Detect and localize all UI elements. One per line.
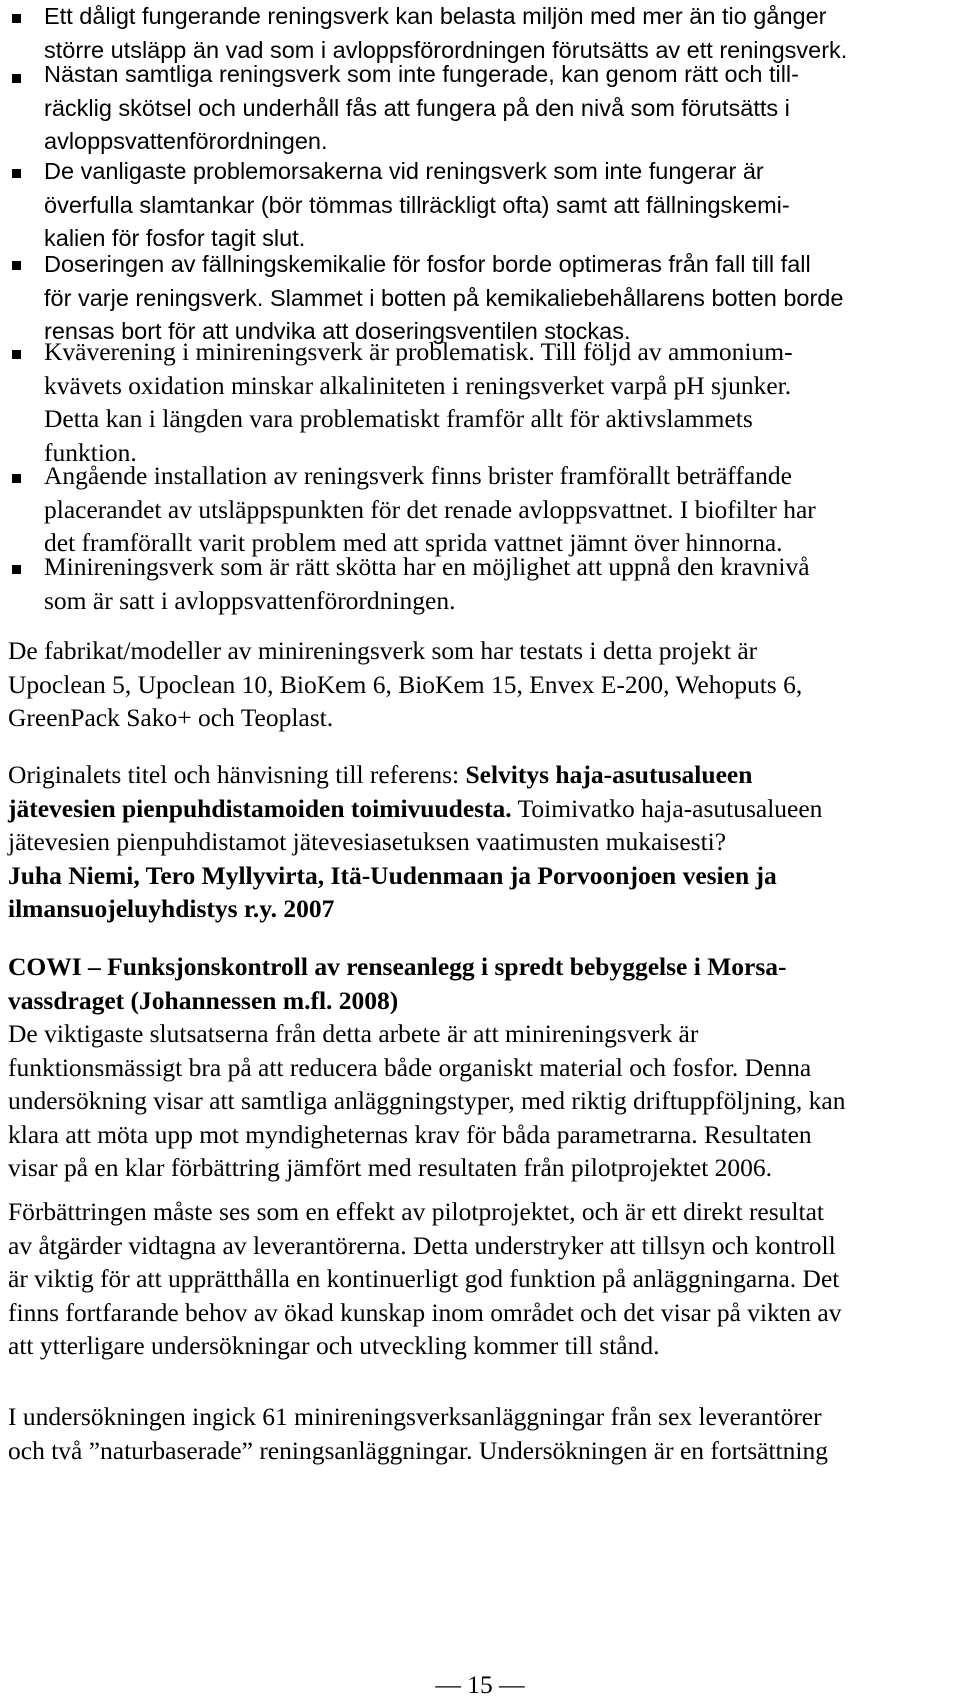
text-line: GreenPack Sako+ och Teoplast.	[8, 703, 334, 732]
text-line: för varje reningsverk. Slammet i botten på kemikaliebehållarens botten borde	[44, 284, 844, 311]
text-line: rensas bort för att undvika att doseringsventilen stockas.	[44, 318, 631, 344]
cowi-section	[8, 950, 953, 1185]
square-bullet-icon	[12, 14, 21, 23]
text-line: I undersökningen ingick 61 minireningsverksanläggningar från sex leverantörer	[8, 1402, 822, 1431]
text-line: placerandet av utsläppspunkten för det renade avloppsvattnet. I biofilter har	[44, 494, 816, 524]
text-line: Detta kan i längden vara problematiskt framför allt för aktivslammets	[44, 404, 753, 433]
reference-intro: Originalets titel och hänvisning till referens:	[8, 760, 466, 789]
text-line: Doseringen av fällningskemikalie för fosfor borde optimeras från fall till fall	[44, 251, 811, 277]
text-line: De vanligaste problemorsakerna vid reningsverk som inte fungerar är	[44, 158, 764, 184]
text-line: Minireningsverk som är rätt skötta har en möjlighet att uppnå den kravnivå	[44, 552, 810, 581]
models-paragraph	[8, 634, 953, 735]
text-line: Förbättringen måste ses som en effekt av pilotprojektet, och är ett direkt resultat	[8, 1197, 824, 1226]
text-line	[8, 859, 953, 893]
square-bullet-icon	[12, 261, 21, 270]
square-bullet-icon	[12, 565, 21, 574]
text-line: Kväverening i minireningsverk är problematisk. Till följd av ammonium-	[44, 337, 793, 366]
text-line: undersökning visar att samtliga anläggningstyper, med riktig driftuppföljning, kan	[8, 1086, 846, 1115]
text-line: kvävets oxidation minskar alkaliniteten i reningsverket varpå pH sjunker.	[44, 370, 792, 400]
text-line: är viktig för att upprätthålla en kontinuerligt god funktion på anläggningarna. Det	[8, 1264, 840, 1293]
text-line: räcklig skötsel och underhåll fås att fungera på den nivå som förutsätts i	[44, 94, 790, 121]
reference-title-part1: Selvitys haja-asutusalueen	[465, 760, 753, 789]
text-line: kalien för fosfor tagit slut.	[44, 225, 306, 251]
square-bullet-icon	[12, 350, 21, 359]
page-number: — 15 —	[435, 1670, 525, 1699]
section-heading-line: vassdraget (Johannessen m.fl. 2008)	[8, 985, 399, 1015]
reference-title-part2: jätevesien pienpuhdistamoiden toimivuudesta.	[8, 793, 512, 823]
text-line: att ytterligare undersökningar och utveckling kommer till stånd.	[8, 1331, 660, 1360]
text-line	[8, 758, 953, 792]
text-line: jätevesien pienpuhdistamot jätevesiasetuksen vaatimusten mukaisesti?	[8, 827, 727, 856]
text-line: av åtgärder vidtagna av leverantörerna. Detta understryker att tillsyn och kontroll	[8, 1230, 836, 1260]
text-line: Upoclean 5, Upoclean 10, BioKem 6, BioKem 15, Envex E-200, Wehoputs 6,	[8, 669, 803, 699]
text-line: De viktigaste slutsatserna från detta arbete är att minireningsverk är	[8, 1019, 699, 1048]
text-line: funktionsmässigt bra på att reducera både organiskt material och fosfor. Denna	[8, 1052, 812, 1082]
reference-org-year: ilmansuojeluyhdistys r.y. 2007	[8, 894, 335, 923]
text-line: finns fortfarande behov av ökad kunskap inom området och det visar på vikten av	[8, 1297, 842, 1327]
square-bullet-icon	[12, 74, 21, 83]
text-line: visar på en klar förbättring jämfört med resultaten från pilotprojektet 2006.	[8, 1153, 773, 1182]
section-heading-line: COWI – Funksjonskontroll av renseanlegg i spredt bebyggelse i Morsa-	[8, 952, 787, 981]
square-bullet-icon	[12, 474, 21, 483]
text-line	[8, 792, 953, 826]
text-line: större utsläpp än vad som i avloppsförordningen förutsätts av ett reningsverk.	[44, 36, 848, 63]
text-line: som är satt i avloppsvattenförordningen.	[44, 585, 456, 615]
text-line: Ett dåligt fungerande reningsverk kan belasta miljön med mer än tio gånger	[44, 3, 827, 29]
text-line: överfulla slamtankar (bör tömmas tillräckligt ofta) samt att fällningskemi-	[44, 191, 790, 218]
text-line: och två ”naturbaserade” reningsanläggningar. Undersökningen är en fortsättning	[8, 1435, 828, 1465]
text-line: Nästan samtliga reningsverk som inte fungerade, kan genom rätt och till-	[44, 61, 799, 87]
text-line: det framförallt varit problem med att sprida vattnet jämnt över hinnorna.	[44, 528, 783, 557]
text-line: De fabrikat/modeller av minireningsverk som har testats i detta projekt är	[8, 636, 758, 665]
text-line: Angående installation av reningsverk finns brister framförallt beträffande	[44, 461, 792, 490]
reference-paragraph	[8, 758, 953, 926]
text-line: klara att möta upp mot myndigheternas krav för båda parametrarna. Resultaten	[8, 1119, 812, 1149]
reference-translation: Toimivatko haja-asutusalueen	[511, 793, 823, 823]
square-bullet-icon	[12, 169, 21, 178]
text-line: avloppsvattenförordningen.	[44, 128, 328, 154]
improvement-paragraph	[8, 1195, 953, 1363]
text-line: funktion.	[44, 437, 137, 467]
study-paragraph	[8, 1400, 953, 1467]
reference-authors: Juha Niemi, Tero Myllyvirta, Itä-Uudenmaan ja Porvoonjoen vesien ja	[8, 860, 777, 890]
text-line	[8, 892, 953, 926]
